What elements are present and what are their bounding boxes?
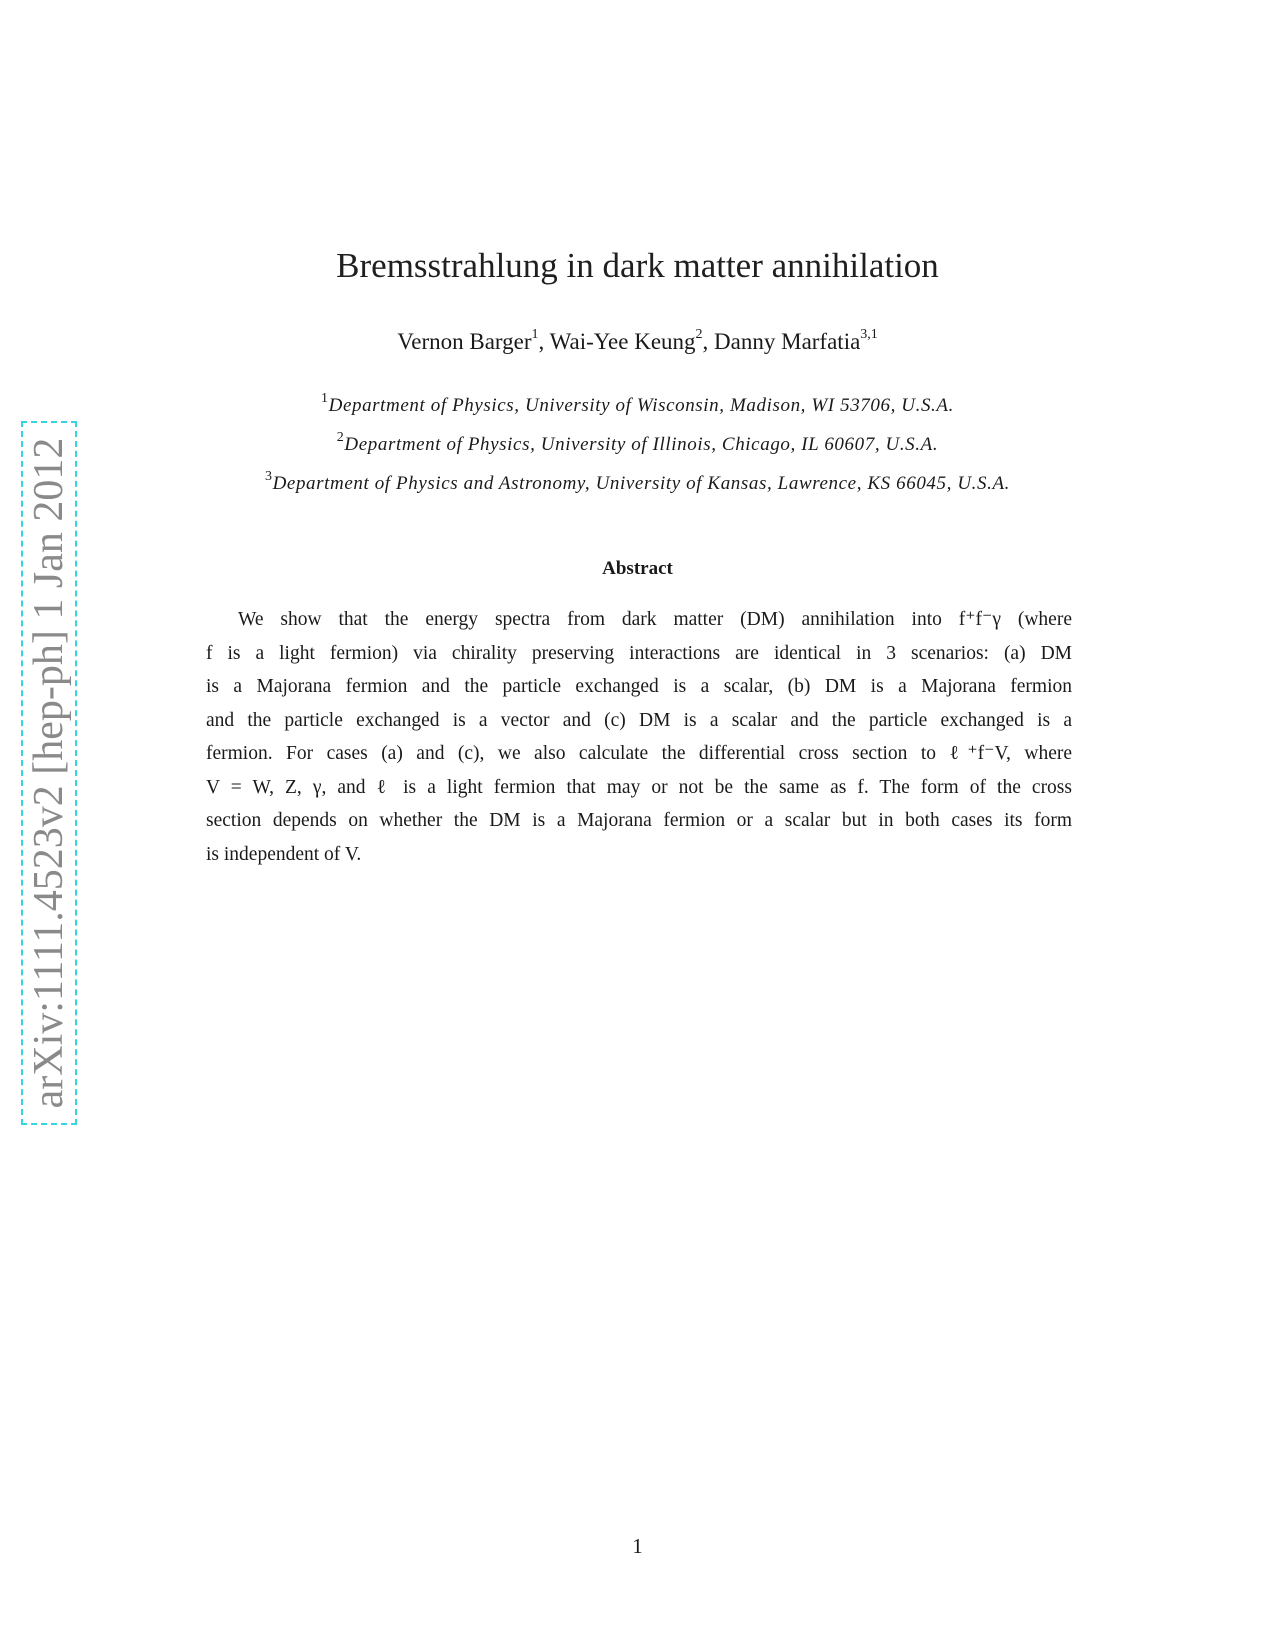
arxiv-stamp bbox=[21, 421, 77, 1125]
author-list bbox=[0, 327, 1275, 357]
affiliation bbox=[0, 468, 1275, 497]
affiliation-mark: 1 bbox=[321, 390, 329, 406]
abstract-line: f is a light fermion) via chirality preserving interactions are identical in 3 scenarios: (a) DM bbox=[206, 642, 1072, 664]
affiliation-text: Department of Physics, University of Illinois, Chicago, IL 60607, U.S.A. bbox=[344, 434, 939, 455]
arxiv-identifier: arXiv:1111.4523v2 [hep-ph] 1 Jan 2012 bbox=[26, 437, 72, 1109]
abstract-line: and the particle exchanged is a vector and (c) DM is a scalar and the particle exchanged is a bbox=[206, 709, 1072, 731]
abstract-heading: Abstract bbox=[602, 558, 673, 579]
abstract-line: section depends on whether the DM is a Majorana fermion or a scalar but in both cases its form bbox=[206, 810, 1072, 831]
abstract-line: is independent of V. bbox=[206, 843, 362, 865]
author-affiliation-mark: 2 bbox=[695, 327, 703, 343]
abstract-line: V = W, Z, γ, and ℓ is a light fermion that may or not be the same as f. The form of the cross bbox=[206, 776, 1072, 798]
affiliation-text: Department of Physics, University of Wisconsin, Madison, WI 53706, U.S.A. bbox=[328, 395, 954, 416]
paper-title: Bremsstrahlung in dark matter annihilation bbox=[336, 246, 939, 285]
affiliation bbox=[0, 429, 1275, 458]
affiliation-mark: 2 bbox=[336, 429, 345, 445]
affiliation bbox=[0, 390, 1275, 419]
abstract-line: is a Majorana fermion and the particle exchanged is a scalar, (b) DM is a Majorana fermion bbox=[206, 676, 1072, 697]
author-name: Danny Marfatia bbox=[714, 329, 861, 354]
author-affiliation-mark: 1 bbox=[531, 327, 539, 343]
abstract-line: fermion. For cases (a) and (c), we also calculate the differential cross section to ℓ⁺f⁻V, where bbox=[206, 743, 1072, 764]
author-name: Wai-Yee Keung bbox=[549, 329, 696, 354]
author-separator: , bbox=[538, 329, 550, 354]
affiliation-mark: 3 bbox=[264, 468, 273, 484]
abstract-body bbox=[206, 603, 1072, 871]
abstract-line: We show that the energy spectra from dark matter (DM) annihilation into f⁺f⁻γ (where bbox=[238, 609, 1072, 630]
author-separator: , bbox=[702, 329, 715, 354]
author-name: Vernon Barger bbox=[397, 329, 532, 354]
affiliation-text: Department of Physics and Astronomy, University of Kansas, Lawrence, KS 66045, U.S.A. bbox=[272, 473, 1011, 494]
author-affiliation-mark: 3,1 bbox=[860, 327, 878, 343]
page-number: 1 bbox=[632, 1534, 643, 1558]
